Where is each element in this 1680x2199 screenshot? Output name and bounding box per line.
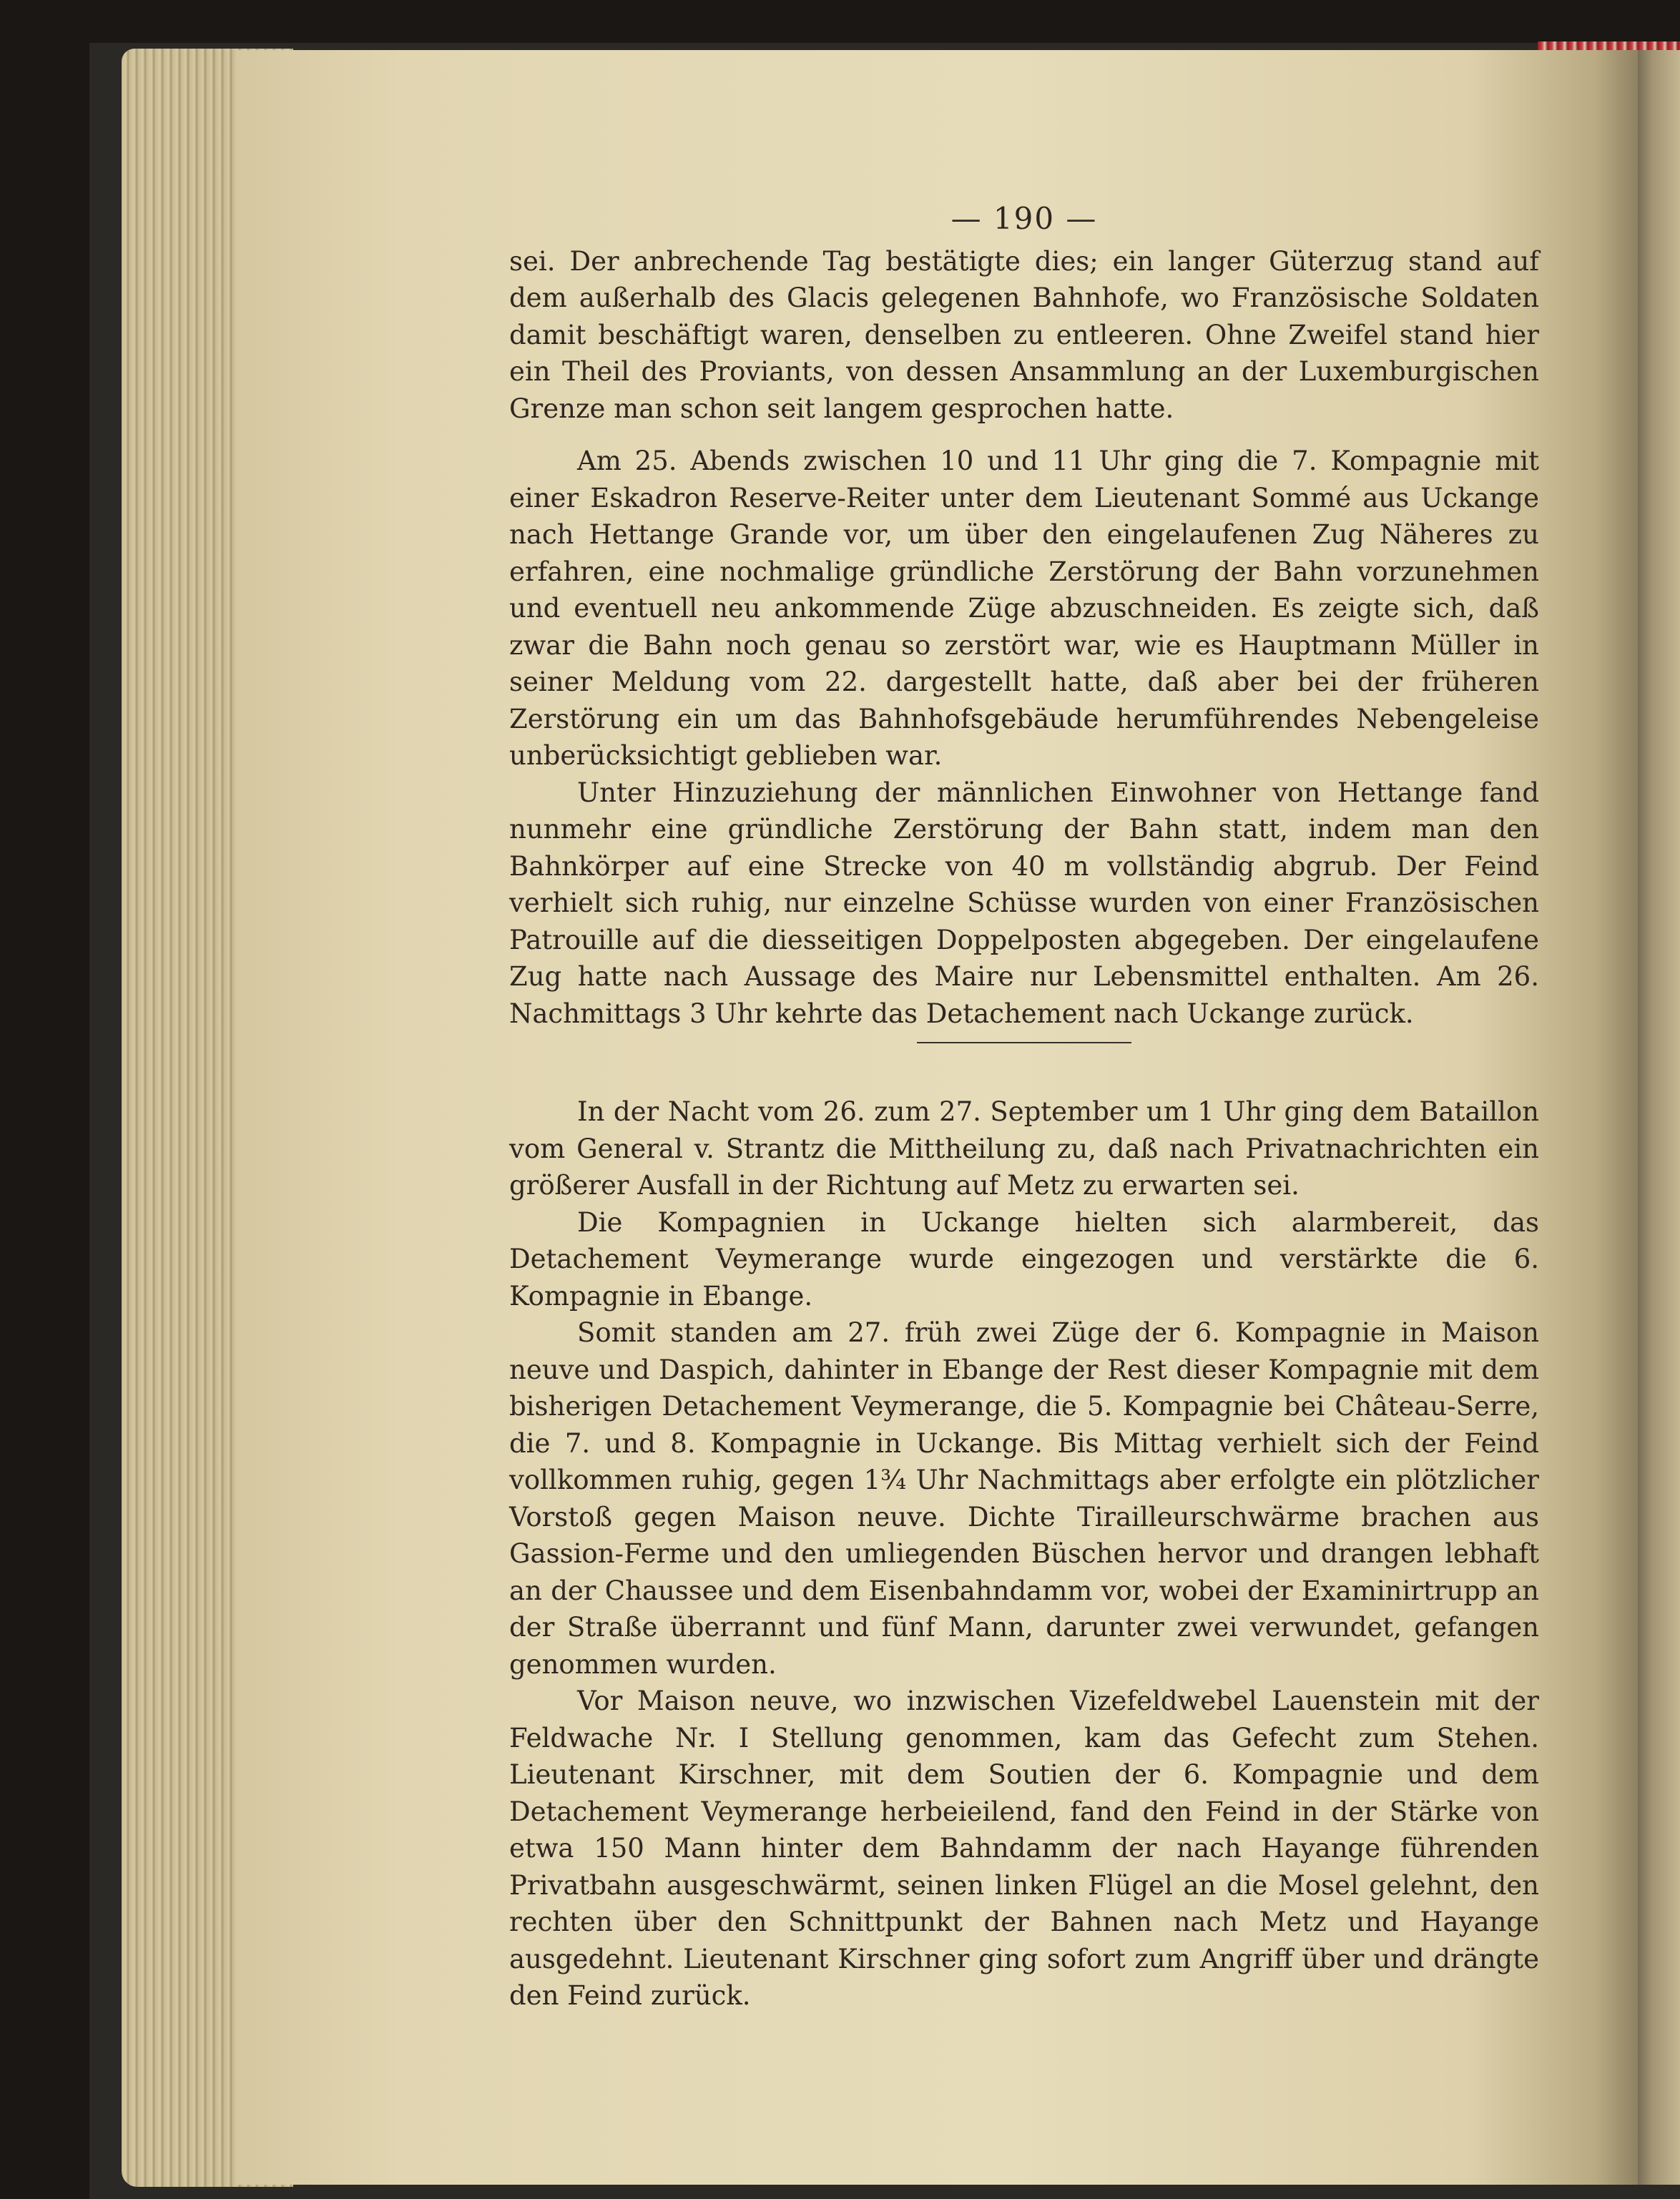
paragraph: sei. Der anbrechende Tag bestätigte dies; ein langer Güterzug stand auf dem außerhalb des Glacis gelegenen Bahnhofe, wo Französische Soldaten damit beschäftigt waren, denselben zu entleeren. Ohne Zweifel stand hier ein Theil des Proviants, von dessen Ansammlung an der Luxemburgischen Grenze man schon seit langem gesprochen hatte.	[509, 245, 1539, 424]
paragraph: In der Nacht vom 26. zum 27. September um 1 Uhr ging dem Bataillon vom General v. Strantz die Mittheilung zu, daß nach Privatnachrichten ein größerer Ausfall in der Richtung auf Metz zu erwarten sei.	[509, 1096, 1539, 1201]
paragraph: Die Kompagnien in Uckange hielten sich alarmbereit, das Detachement Veymerange wurde eingezogen und verstärkte die 6. Kompagnie in Ebange.	[509, 1206, 1539, 1312]
page-text	[509, 200, 1539, 2014]
paragraph: Somit standen am 27. früh zwei Züge der 6. Kompagnie in Maison neuve und Daspich, dahinter in Ebange der Rest dieser Kompagnie mit dem bisherigen Detachement Veymerange, die 5. Kompagnie bei Château-Serre, die 7. und 8. Kompagnie in Uckange. Bis Mittag verhielt sich der Feind vollkommen ruhig, gegen 1¾ Uhr Nachmittags aber erfolgte ein plötzlicher Vorstoß gegen Maison neuve. Dichte Tirailleurschwärme brachen aus Gassion-Ferme und den umliegenden Büschen hervor und drangen lebhaft an der Chaussee und dem Eisenbahndamm vor, wobei der Examinirtrupp an der Straße überrannt und fünf Mann, darunter zwei verwundet, gefangen genommen wurden.	[509, 1317, 1539, 1680]
facing-page-edge	[1634, 50, 1680, 2185]
section-divider	[917, 1042, 1131, 1043]
paragraph: Am 25. Abends zwischen 10 und 11 Uhr ging die 7. Kompagnie mit einer Eskadron Reserve-Reiter unter dem Lieutenant Sommé aus Uckange nach Hettange Grande vor, um über den eingelaufenen Zug Näheres zu erfahren, eine nochmalige gründliche Zerstörung der Bahn vorzunehmen und eventuell neu ankommende Züge abzuschneiden. Es zeigte sich, daß zwar die Bahn noch genau so zerstört war, wie es Hauptmann Müller in seiner Meldung vom 22. dargestellt hatte, daß aber bei der früheren Zerstörung ein um das Bahnhofsgebäude herumführendes Nebengeleise unberücksichtigt geblieben war.	[509, 446, 1539, 771]
paragraph: Unter Hinzuziehung der männlichen Einwohner von Hettange fand nunmehr eine gründliche Zerstörung der Bahn statt, indem man den Bahnkörper auf eine Strecke von 40 m vollständig abgrub. Der Feind verhielt sich ruhig, nur einzelne Schüsse wurden von einer Französischen Patrouille auf die diesseitigen Doppelposten abgegeben. Der eingelaufene Zug hatte nach Aussage des Maire nur Lebensmittel enthalten. Am 26. Nachmittags 3 Uhr kehrte das Detachement nach Uckange zurück.	[509, 777, 1539, 1029]
paragraph-gap	[509, 427, 1539, 443]
paragraph: Vor Maison neuve, wo inzwischen Vizefeldwebel Lauenstein mit der Feldwache Nr. I Stellung genommen, kam das Gefecht zum Stehen. Lieutenant Kirschner, mit dem Soutien der 6. Kompagnie und dem Detachement Veymerange herbeieilend, fand den Feind in der Stärke von etwa 150 Mann hinter dem Bahndamm der nach Hayange führenden Privatbahn ausgeschwärmt, seinen linken Flügel an die Mosel gelehnt, den rechten über den Schnittpunkt der Bahnen nach Metz und Hayange ausgedehnt. Lieutenant Kirschner ging sofort zum Angriff über und drängte den Feind zurück.	[509, 1686, 1539, 2011]
page-number: — 190 —	[950, 201, 1098, 236]
